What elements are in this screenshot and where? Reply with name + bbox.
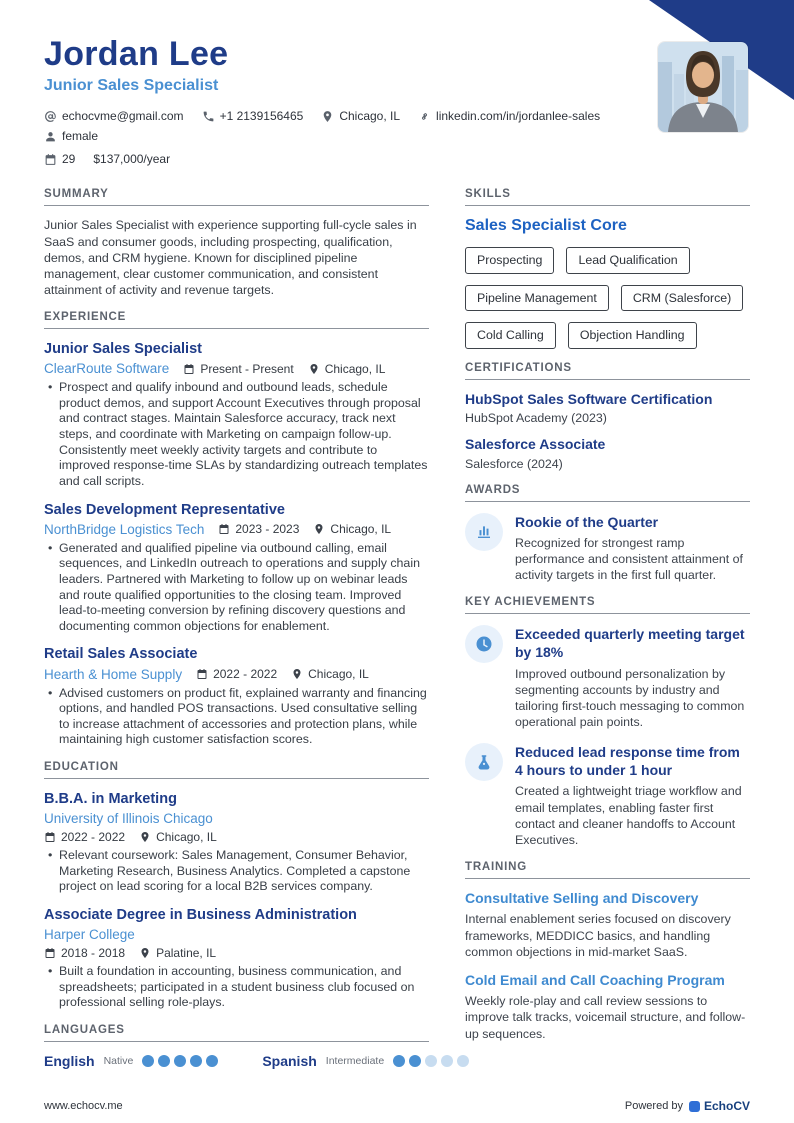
summary-text: Junior Sales Specialist with experience supporting full-cycle sales in SaaS and consumer goods, including prospecting, qualification, demos, and CRM hygiene. Known for disciplined pipeline management, clear customer communication, and consistent attainment of activity and revenue targets. — [44, 218, 417, 297]
languages-row — [44, 1053, 429, 1069]
proficiency-dot — [393, 1055, 405, 1067]
training-title: Consultative Selling and Discovery — [465, 889, 699, 906]
section-education — [44, 761, 429, 1011]
skill-tag: Prospecting — [465, 247, 554, 273]
achievement-entry — [465, 625, 750, 730]
contact-age — [44, 152, 75, 166]
proficiency-dot — [409, 1055, 421, 1067]
location-pin-icon — [139, 947, 151, 959]
powered-by-text: Powered by — [624, 1100, 683, 1112]
contact-link[interactable] — [418, 109, 600, 123]
job-bullets — [44, 686, 429, 749]
contact-email[interactable] — [44, 109, 184, 123]
calendar-icon — [196, 668, 208, 680]
section-skills — [465, 188, 750, 348]
flask-icon — [465, 743, 503, 781]
certification-title: Salesforce Associate — [465, 436, 606, 453]
school-name: University of Illinois Chicago — [44, 811, 213, 827]
contact-age-text: 29 — [62, 152, 76, 167]
language-level-label: Intermediate — [325, 1055, 385, 1068]
proficiency-dot — [206, 1055, 218, 1067]
summary-heading: SUMMARY — [44, 188, 429, 206]
job-bullets — [44, 380, 429, 489]
experience-entry — [44, 501, 429, 635]
experience-entry — [44, 340, 429, 490]
calendar-icon — [183, 363, 195, 375]
left-column — [44, 188, 429, 1082]
person-icon — [44, 130, 57, 143]
job-bullet: • Prospect and qualify inbound and outbound leads, schedule product demos, and support Account Executives through proposal and contract stages. Maintain Salesforce accuracy, track next steps, and coordinate with Marketing on campaign follow-up. Consistently meet weekly activity targets and contribute to improved response-time SLAs by standardizing outreach templates and call scripts. — [59, 380, 429, 489]
education-location: Palatine, IL — [139, 946, 216, 960]
achievement-description: Created a lightweight triage workflow and email templates, enabling faster first contact and cleaner handoffs to Account Executives. — [515, 784, 742, 847]
company-name: ClearRoute Software — [44, 361, 170, 377]
job-title: Sales Development Representative — [44, 501, 285, 518]
awards-heading: AWARDS — [465, 484, 750, 502]
echocv-logo-icon — [689, 1101, 700, 1112]
job-dates: 2023 - 2023 — [218, 522, 299, 536]
proficiency-dot — [190, 1055, 202, 1067]
section-experience — [44, 311, 429, 748]
contact-gender-text: female — [62, 129, 99, 144]
award-entry — [465, 513, 750, 584]
proficiency-dot — [174, 1055, 186, 1067]
training-entry — [465, 890, 750, 960]
section-certifications — [465, 362, 750, 471]
language-name: Spanish — [262, 1053, 317, 1070]
proficiency-dot — [441, 1055, 453, 1067]
job-bullets — [44, 541, 429, 635]
education-bullet: • Built a foundation in accounting, business communication, and spreadsheets; participated in a student business club focused on professional selling role-plays. — [59, 964, 429, 1011]
job-bullet: • Generated and qualified pipeline via outbound calling, email sequences, and LinkedIn outreach to operations and supply chain leaders. Partnered with Marketing to follow up on webinar leads and route qualified opportunities to the closing team. Improved lead-to-meeting conversion by refining discovery questions and documenting common objections for enablement. — [59, 541, 429, 635]
skills-group-title: Sales Specialist Core — [465, 217, 627, 235]
achievement-body — [515, 625, 750, 730]
education-location: Chicago, IL — [139, 830, 217, 844]
education-entry — [44, 790, 429, 895]
section-languages — [44, 1024, 429, 1069]
education-meta — [44, 830, 429, 844]
contact-location-text: Chicago, IL — [339, 109, 401, 124]
achievement-body — [515, 743, 750, 848]
education-dates: 2022 - 2022 — [44, 830, 125, 844]
training-heading: TRAINING — [465, 861, 750, 879]
school-row — [44, 927, 429, 942]
experience-entry — [44, 645, 429, 748]
bar-chart-icon — [465, 513, 503, 551]
achievement-description: Improved outbound personalization by segmenting accounts by industry and tailoring first-touch messaging to common operational pain points. — [515, 666, 745, 729]
job-bullet: • Advised customers on product fit, explained warranty and financing options, and handled POS transactions. Used consultative selling to increase attachment of accessories and protection plans, while maintaining high customer satisfaction scores. — [59, 686, 429, 749]
footer-brand: EchoCV — [703, 1099, 750, 1113]
link-icon — [418, 110, 431, 123]
skill-tag: Lead Qualification — [566, 247, 689, 273]
job-title: Retail Sales Associate — [44, 646, 198, 663]
job-subrow — [44, 667, 429, 682]
training-title: Cold Email and Call Coaching Program — [465, 971, 725, 988]
proficiency-dot — [142, 1055, 154, 1067]
location-pin-icon — [321, 110, 334, 123]
job-title: Junior Sales Specialist — [44, 341, 202, 358]
company-name: Hearth & Home Supply — [44, 666, 183, 682]
job-subrow — [44, 361, 429, 376]
proficiency-dots — [393, 1055, 469, 1067]
contact-gender — [44, 129, 98, 143]
clock-icon — [465, 625, 503, 663]
training-entry — [465, 972, 750, 1042]
languages-heading: LANGUAGES — [44, 1024, 429, 1042]
proficiency-dot — [158, 1055, 170, 1067]
company-name: NorthBridge Logistics Tech — [44, 521, 205, 537]
education-bullets — [44, 848, 429, 895]
certification-entry — [465, 436, 750, 471]
school-name: Harper College — [44, 927, 135, 943]
candidate-name: Jordan Lee — [44, 35, 229, 73]
certifications-heading: CERTIFICATIONS — [465, 362, 750, 380]
certification-title: HubSpot Sales Software Certification — [465, 390, 713, 407]
right-column — [465, 188, 750, 1082]
contact-row-secondary — [44, 152, 644, 166]
header — [0, 0, 794, 166]
degree-title: Associate Degree in Business Administration — [44, 907, 357, 924]
calendar-icon — [44, 831, 56, 843]
training-description: Weekly role-play and call review sessions to improve talk tracks, voicemail structure, and follow-up sequences. — [465, 994, 746, 1041]
achievement-title: Reduced lead response time from 4 hours to under 1 hour — [515, 744, 740, 779]
training-description: Internal enablement series focused on discovery frameworks, MEDDICC basics, and handling common objections in mid-market SaaS. — [465, 912, 731, 959]
calendar-icon — [218, 523, 230, 535]
footer-website[interactable]: www.echocv.me — [44, 1100, 123, 1112]
skill-tag: Objection Handling — [568, 322, 697, 348]
language-item — [44, 1053, 218, 1069]
contact-phone-text: +1 2139156465 — [219, 109, 304, 124]
phone-icon — [202, 110, 215, 123]
language-level-label: Native — [103, 1055, 134, 1068]
contact-salary-text: $137,000/year — [93, 152, 171, 167]
education-bullet: • Relevant coursework: Sales Management, Consumer Behavior, Marketing Research, Business Analytics. Completed a capstone project on lead scoring for a local B2B services company. — [59, 848, 429, 895]
proficiency-dots — [142, 1055, 218, 1067]
calendar-icon — [44, 947, 56, 959]
certification-issuer: Salesforce (2024) — [465, 456, 563, 471]
education-entry — [44, 906, 429, 1011]
job-dates: 2022 - 2022 — [196, 667, 277, 681]
location-pin-icon — [139, 831, 151, 843]
skill-tags — [465, 247, 750, 348]
award-body — [515, 513, 750, 584]
key-achievements-heading: KEY ACHIEVEMENTS — [465, 596, 750, 614]
job-subrow — [44, 522, 429, 537]
contact-row-primary — [44, 109, 644, 143]
footer-powered — [625, 1099, 750, 1113]
school-row — [44, 811, 429, 826]
section-summary — [44, 188, 429, 298]
education-heading: EDUCATION — [44, 761, 429, 779]
contact-salary — [93, 152, 170, 166]
job-location: Chicago, IL — [291, 667, 369, 681]
skill-tag: Pipeline Management — [465, 285, 609, 311]
email-icon — [44, 110, 57, 123]
location-pin-icon — [308, 363, 320, 375]
skill-tag: CRM (Salesforce) — [621, 285, 743, 311]
contact-phone[interactable] — [202, 109, 304, 123]
achievement-title: Exceeded quarterly meeting target by 18% — [515, 626, 745, 661]
contact-link-text: linkedin.com/in/jordanlee-sales — [436, 109, 601, 124]
skill-tag: Cold Calling — [465, 322, 556, 348]
calendar-icon — [44, 153, 57, 166]
footer — [44, 1099, 750, 1113]
education-meta — [44, 946, 429, 960]
degree-title: B.B.A. in Marketing — [44, 791, 177, 808]
skills-heading: SKILLS — [465, 188, 750, 206]
job-location: Chicago, IL — [313, 522, 391, 536]
language-name: English — [44, 1053, 95, 1070]
proficiency-dot — [425, 1055, 437, 1067]
certification-entry — [465, 391, 750, 426]
candidate-title: Junior Sales Specialist — [44, 77, 219, 95]
contact-email-text: echocvme@gmail.com — [62, 109, 184, 124]
job-dates: Present - Present — [183, 362, 293, 376]
location-pin-icon — [313, 523, 325, 535]
education-dates: 2018 - 2018 — [44, 946, 125, 960]
language-item — [262, 1053, 469, 1069]
certification-issuer: HubSpot Academy (2023) — [465, 411, 607, 426]
content-columns — [0, 166, 794, 1082]
section-training — [465, 861, 750, 1042]
section-key-achievements — [465, 596, 750, 848]
education-bullets — [44, 964, 429, 1011]
award-title: Rookie of the Quarter — [515, 513, 659, 530]
section-awards — [465, 484, 750, 584]
contact-location — [321, 109, 400, 123]
award-description: Recognized for strongest ramp performance and consistent attainment of activity targets in the first full quarter. — [515, 535, 743, 583]
experience-heading: EXPERIENCE — [44, 311, 429, 329]
location-pin-icon — [291, 668, 303, 680]
job-location: Chicago, IL — [308, 362, 386, 376]
achievement-entry — [465, 743, 750, 848]
